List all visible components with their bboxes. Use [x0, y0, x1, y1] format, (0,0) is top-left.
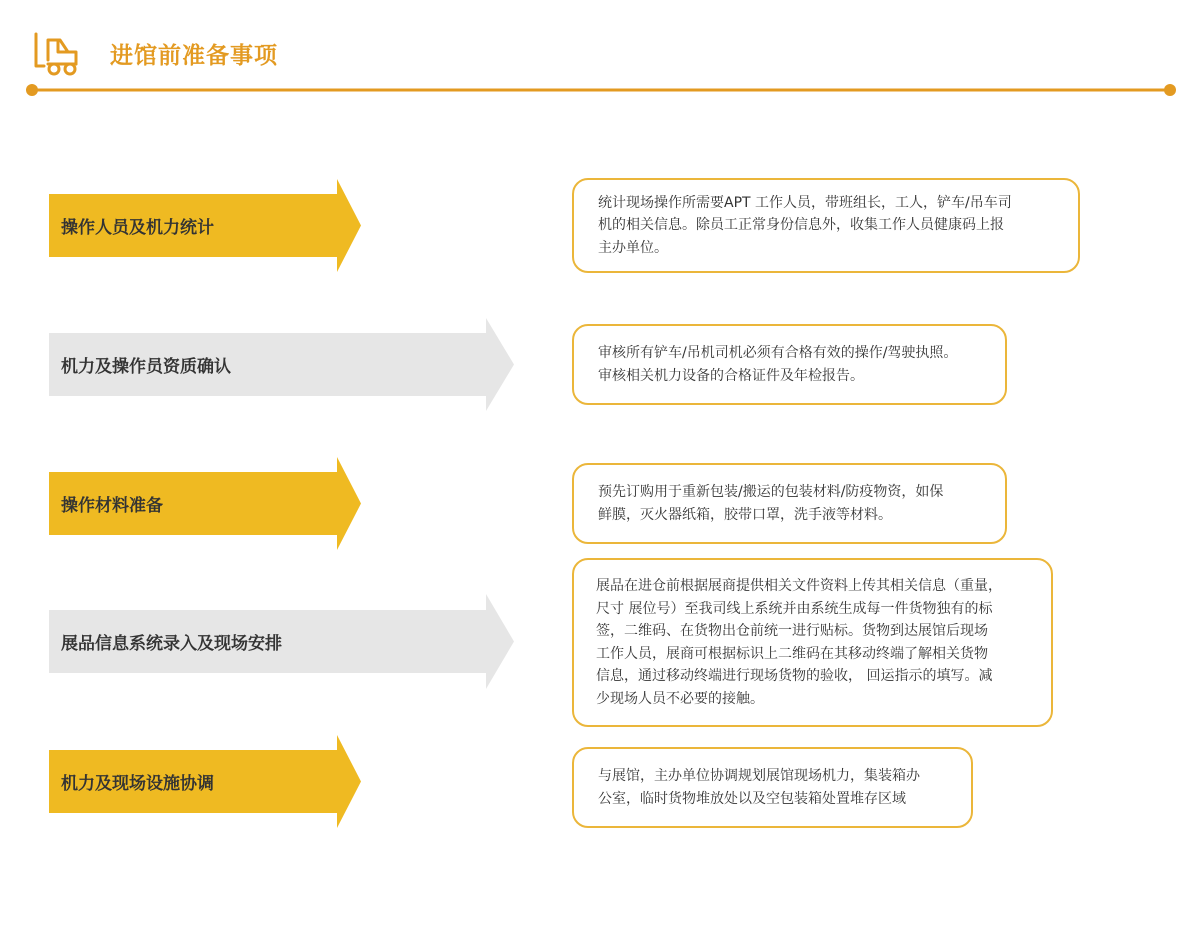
step-description-box-1: [572, 178, 1080, 273]
step-description: 展品在进仓前根据展商提供相关文件资料上传其相关信息（重量， 尺寸 展位号）至我司线上系统并由系统生成每一件货物独有的标 签，二维码、在货物出仓前统一进行贴标。货物到达展馆后现场 工作人员，展商可根据标识上二维码在其移动终端了解相关货物 信息，通过移动终端进行现场货物的验收， 回运指示的填写。减 少现场人员不必要的接触。: [596, 578, 1002, 707]
step-description-box-3: [572, 463, 1007, 544]
step-description: 与展馆，主办单位协调规划展馆现场机力，集装箱办 公室，临时货物堆放处以及空包装箱处置堆存区域: [598, 768, 920, 807]
step-description: 预先订购用于重新包装/搬运的包装材料/防疫物资，如保 鲜膜，灭火器纸箱，胶带口罩，洗手液等材料。: [598, 484, 944, 523]
step-label: 操作人员及机力统计: [61, 218, 214, 238]
page-title: 进馆前准备事项: [110, 43, 278, 69]
header-divider: [26, 84, 1176, 96]
step-arrow-2: [49, 318, 514, 411]
forklift-icon: [32, 30, 82, 76]
step-label: 机力及操作员资质确认: [61, 357, 231, 377]
step-arrow-3: [49, 457, 361, 550]
step-arrow-5: [49, 735, 361, 828]
step-description-box-5: [572, 747, 973, 828]
step-label: 机力及现场设施协调: [61, 774, 214, 794]
step-label: 展品信息系统录入及现场安排: [61, 634, 282, 654]
step-label: 操作材料准备: [61, 496, 163, 516]
step-arrow-1: [49, 179, 361, 272]
step-arrow-4: [49, 594, 514, 689]
step-description-box-2: [572, 324, 1007, 405]
step-description: 统计现场操作所需要APT 工作人员，带班组长，工人，铲车/吊车司 机的相关信息。除员工正常身份信息外，收集工作人员健康码上报 主办单位。: [598, 194, 1012, 256]
step-description-box-4: [572, 558, 1053, 727]
step-description: 审核所有铲车/吊机司机必须有合格有效的操作/驾驶执照。 审核相关机力设备的合格证件及年检报告。: [598, 345, 958, 384]
